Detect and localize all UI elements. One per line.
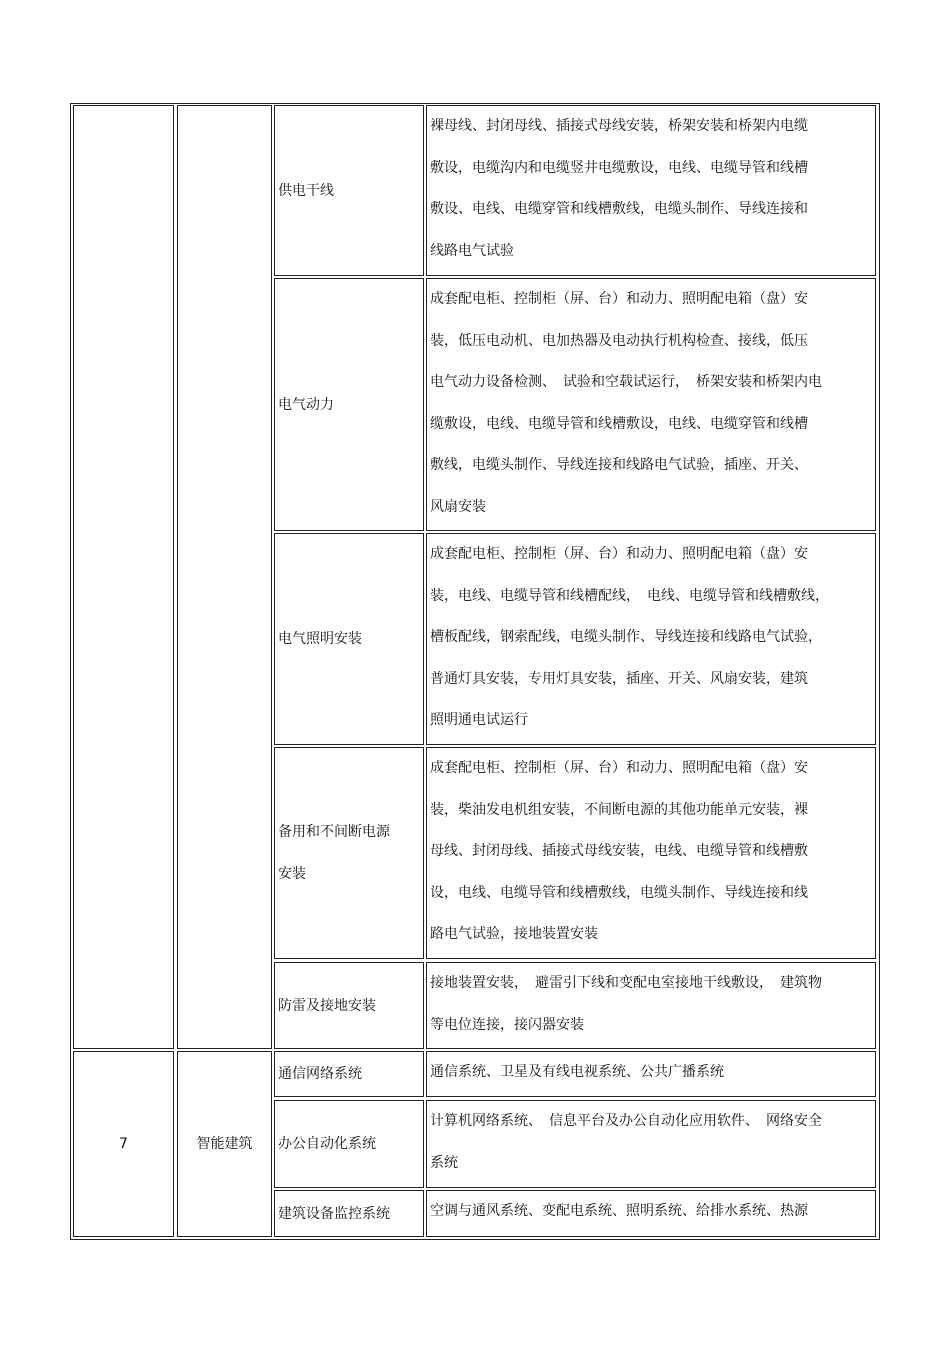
subitem-label: 办公自动化系统 xyxy=(278,1136,376,1152)
content-text: 通信系统、卫星及有线电视系统、公共广播系统 xyxy=(430,1064,724,1080)
table-row-content xyxy=(426,278,876,531)
subitem-label: 防雷及接地安装 xyxy=(278,997,376,1014)
table-row-content xyxy=(426,1190,876,1237)
table-row-content xyxy=(426,1100,876,1188)
content-text: 裸母线、封闭母线、插接式母线安装，桥架安装和桥架内电缆 敷设，电缆沟内和电缆竖井电缆敷设，电线、电缆导管和线槽 敷设、电线、电缆穿管和线槽敷线，电缆头制作、导线连接和 线路电气试验 xyxy=(430,118,808,259)
table-row-subitem xyxy=(274,533,424,745)
content-text: 成套配电柜、控制柜（屏、台）和动力、照明配电箱（盘）安 装，电线、电缆导管和线槽配线， 电线、电缆导管和线槽敷线， 槽板配线，钢索配线，电缆头制作、导线连接和线路电气试验， 普通灯具安装，专用灯具安装，插座、开关、风扇安装，建筑 照明通电试运行 xyxy=(430,546,829,729)
table-row-subitem xyxy=(274,1190,424,1237)
table-row-content xyxy=(426,747,876,959)
content-text: 接地装置安装， 避雷引下线和变配电室接地干线敷设， 建筑物 等电位连接，接闪器安装 xyxy=(430,975,822,1033)
subitem-label: 备用和不间断电源 安装 xyxy=(278,824,390,882)
section-number: 7 xyxy=(119,1136,128,1152)
section-number-cell-empty xyxy=(73,105,174,1049)
table-row-subitem xyxy=(274,747,424,959)
table-row-subitem xyxy=(274,278,424,531)
subitem-label: 供电干线 xyxy=(278,182,334,199)
section-name: 智能建筑 xyxy=(196,1136,253,1152)
table-row-subitem xyxy=(274,962,424,1049)
section-name-cell-empty xyxy=(177,105,272,1049)
subitem-label: 电气照明安装 xyxy=(278,631,362,647)
subitem-label: 通信网络系统 xyxy=(278,1066,362,1082)
subitem-label: 建筑设备监控系统 xyxy=(278,1205,390,1222)
section-name-cell xyxy=(177,1051,272,1237)
content-text: 计算机网络系统、 信息平台及办公自动化应用软件、 网络安全 系统 xyxy=(430,1113,822,1171)
table-row-subitem xyxy=(274,1051,424,1097)
section-number-cell xyxy=(73,1051,174,1237)
content-text: 成套配电柜、控制柜（屏、台）和动力、照明配电箱（盘）安 装，低压电动机、电加热器及电动执行机构检查、接线，低压 电气动力设备检测、 试验和空载试运行， 桥架安装和桥架内电 缆敷设，电线、电缆导管和线槽敷设，电线、电缆穿管和线槽 敷线，电缆头制作、导线连接和线路电气试验，插座、开关、 风扇安装 xyxy=(430,291,822,515)
subitem-label: 电气动力 xyxy=(278,396,334,413)
table-row-content xyxy=(426,962,876,1049)
table-row-content xyxy=(426,533,876,745)
content-text: 成套配电柜、控制柜（屏、台）和动力、照明配电箱（盘）安 装，柴油发电机组安装，不间断电源的其他功能单元安装，裸 母线、封闭母线、插接式母线安装，电线、电缆导管和线槽敷 设，电线、电缆导管和线槽敷线，电缆头制作、导线连接和线 路电气试验，接地装置安装 xyxy=(430,760,808,943)
table-row-subitem xyxy=(274,105,424,276)
table-row-content xyxy=(426,1051,876,1097)
content-text: 空调与通风系统、变配电系统、照明系统、给排水系统、热源 xyxy=(430,1203,808,1219)
table-row-subitem xyxy=(274,1100,424,1188)
table-row-content xyxy=(426,105,876,276)
